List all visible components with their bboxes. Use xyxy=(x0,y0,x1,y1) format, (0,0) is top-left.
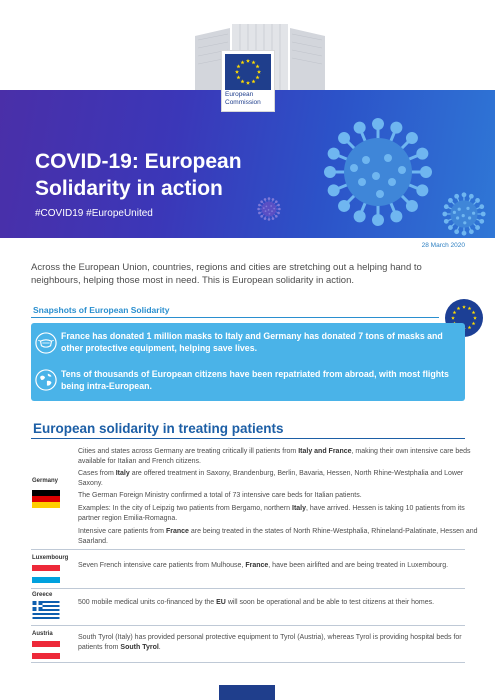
austria-flag-icon xyxy=(32,641,60,659)
country-name: Greece xyxy=(32,592,53,598)
country-paragraph: Cases from Italy are offered treatment in Saxony, Brandenburg, Berlin, Bavaria, Hessen, North Rhine-Westphalia and Lower Saxony. xyxy=(78,470,464,487)
country-name: Luxembourg xyxy=(32,555,69,561)
country-paragraph: South Tyrol (Italy) has provided personal protective equipment to Tyrol (Austria), whereas Tyrol is providing hospital beds for patients from South Tyrol. xyxy=(78,634,462,651)
logo-line-1: European xyxy=(225,91,254,98)
greece-flag-icon xyxy=(32,601,60,619)
title-line-1: COVID-19: European xyxy=(35,150,242,173)
virus-small-icon xyxy=(440,190,488,238)
bottom-brand-tab xyxy=(219,685,275,700)
snapshots-divider xyxy=(31,317,439,318)
row-divider xyxy=(31,549,465,550)
row-divider xyxy=(31,588,465,589)
country-paragraph: 500 mobile medical units co-financed by the EU will soon be operational and be able to test citizens at their homes. xyxy=(78,599,435,606)
snapshot-text: Tens of thousands of European citizens have been repatriated from abroad, with most flights being intra-European. xyxy=(61,369,449,391)
country-name: Austria xyxy=(32,631,53,637)
page-title xyxy=(35,148,305,202)
country-paragraph: The German Foreign Ministry confirmed a total of 73 intensive care beds for Italian patients. xyxy=(78,492,362,499)
country-name: Germany xyxy=(32,478,59,484)
snapshot-text: France has donated 1 million masks to Italy and Germany has donated 7 tons of masks and other protective equipment, helping save lives. xyxy=(61,331,443,353)
logo-line-2: Commission xyxy=(225,98,261,106)
country-paragraph: Cities and states across Germany are treating critically ill patients from Italy and France, making their own intensive care beds available for Italian and French citizens. xyxy=(78,448,471,465)
section-divider xyxy=(31,438,465,439)
publication-date: 28 March 2020 xyxy=(421,242,465,249)
section-heading: European solidarity in treating patients xyxy=(33,421,284,436)
globe-icon xyxy=(35,369,57,391)
snapshots-heading: Snapshots of European Solidarity xyxy=(33,305,170,315)
title-line-2: Solidarity in action xyxy=(35,177,223,200)
title-banner xyxy=(0,90,495,238)
country-paragraph: Examples: In the city of Leipzig two patients from Bergamo, northern Italy, have arrived. Hessen is taking 10 patients from its partner region Emilia-Romagna. xyxy=(78,505,465,522)
eu-flag-icon xyxy=(225,54,271,90)
country-paragraph: Seven French intensive care patients from Mulhouse, France, have been airlifted and are being treated in Luxembourg. xyxy=(78,562,449,569)
germany-flag-icon xyxy=(32,490,60,508)
logo-text xyxy=(225,91,275,106)
row-divider xyxy=(31,662,465,663)
intro-paragraph: Across the European Union, countries, regions and cities are stretching out a helping hand to neighbours, helping those most in need. This is European solidarity in action. xyxy=(31,262,422,286)
row-divider xyxy=(31,625,465,626)
mask-icon xyxy=(35,332,57,354)
european-commission-logo[interactable] xyxy=(221,50,275,112)
virus-illustration-icon xyxy=(318,112,438,232)
luxembourg-flag-icon xyxy=(32,565,60,583)
country-paragraph: Intensive care patients from France are being treated in the states of North Rhine-Westphalia, Rhineland-Palatinate, Hessen and Saarland. xyxy=(78,528,478,545)
hashtags: #COVID19 #EuropeUnited xyxy=(35,208,153,219)
snapshots-box xyxy=(31,323,465,401)
